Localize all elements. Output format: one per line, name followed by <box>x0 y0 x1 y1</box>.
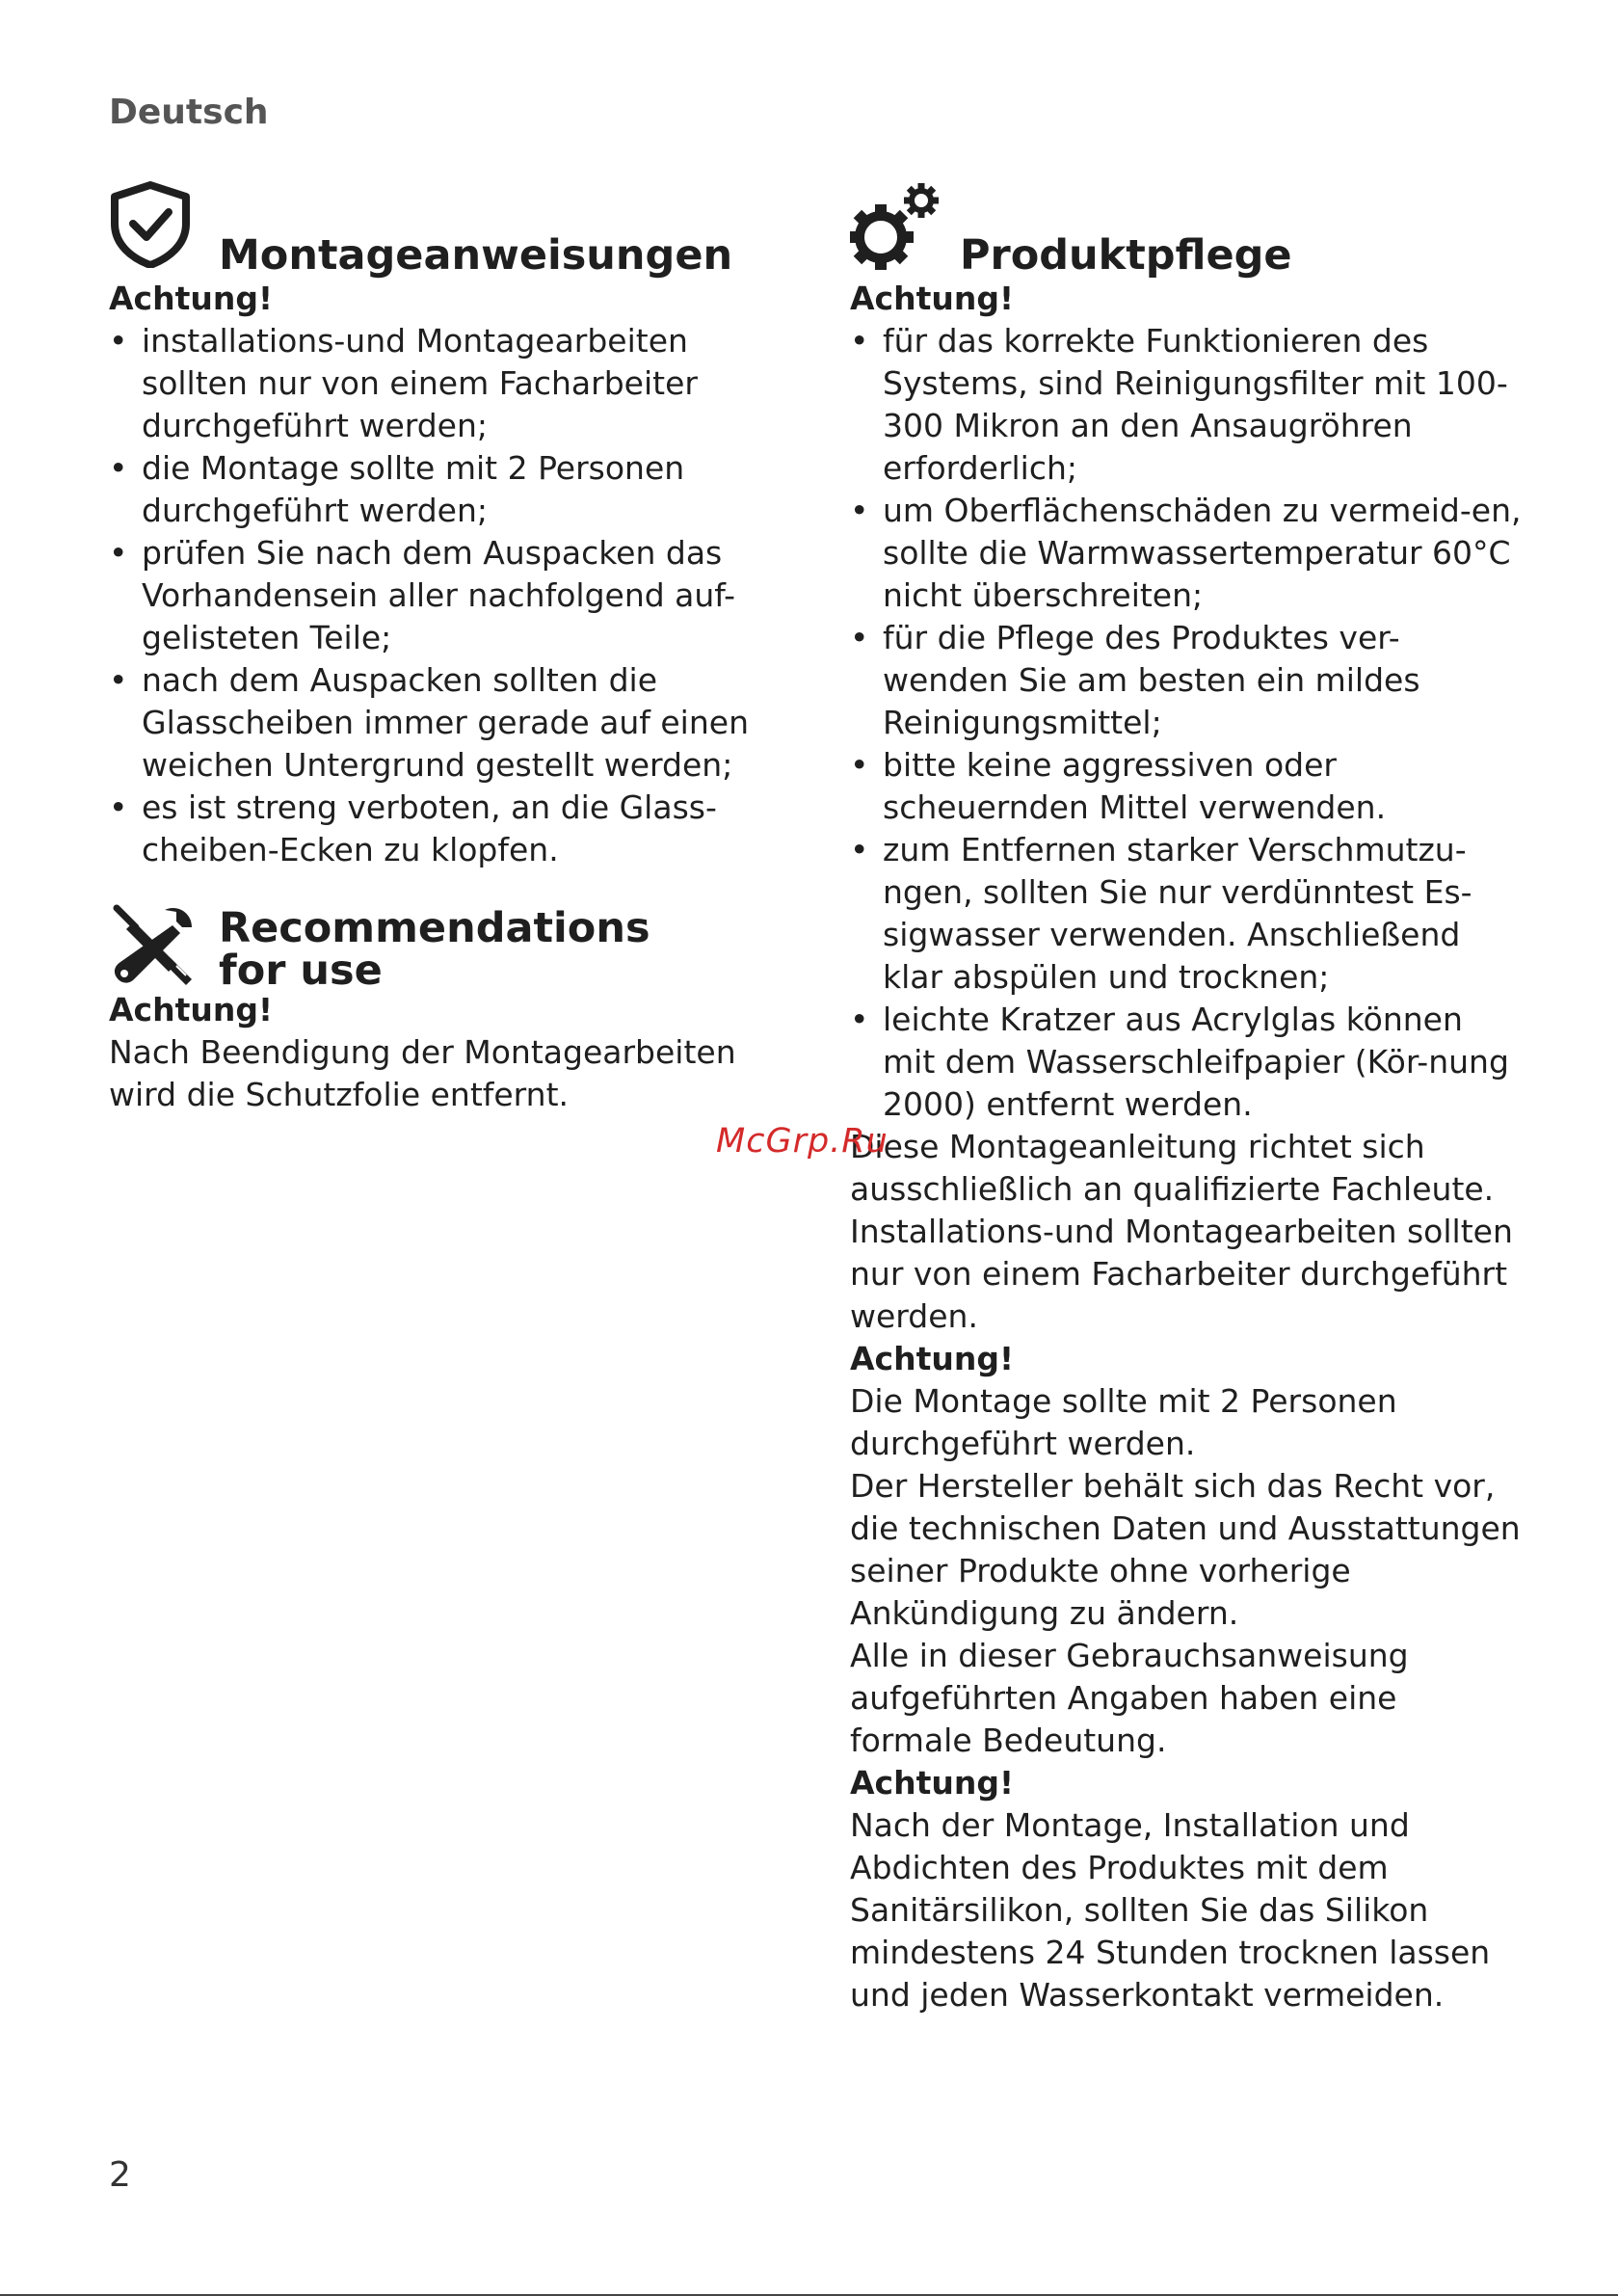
list-item: • um Oberflächenschäden zu vermeid-en, sollte die Warmwassertemperatur 60°C nicht überschreiten; <box>850 490 1525 617</box>
montage-achtung: Achtung! <box>109 280 274 317</box>
recommendations-title-line2: for use <box>219 947 383 996</box>
watermark: McGrp.Ru <box>716 1122 889 1161</box>
list-item: • für die Pflege des Produktes ver-wenden Sie am besten ein mildes Reinigungsmittel; <box>850 617 1525 744</box>
list-item: • prüfen Sie nach dem Auspacken das Vorhandensein aller nachfolgend auf-gelisteten Teile; <box>109 532 783 659</box>
shield-check-icon <box>109 181 192 268</box>
right-column <box>850 181 1525 2016</box>
list-item: • für das korrekte Funktionieren des Systems, sind Reinigungsfilter mit 100-300 Mikron an den Ansaugröhren erforderlich; <box>850 320 1525 490</box>
list-item: • leichte Kratzer aus Acrylglas können mit dem Wasserschleifpapier (Kör-nung 2000) entfernt werden. <box>850 999 1525 1126</box>
recommendations-title <box>219 904 650 996</box>
recommendations-text: Nach Beendigung der Montagearbeiten wird die Schutzfolie entfernt. <box>109 1033 736 1113</box>
list-item: • die Montage sollte mit 2 Personen durchgeführt werden; <box>109 447 783 532</box>
list-item: • installations-und Montagearbeiten sollten nur von einem Facharbeiter durchgeführt werden; <box>109 320 783 447</box>
pflege-title: Produktpflege <box>960 231 1292 280</box>
left-column <box>109 181 783 1116</box>
list-item: • bitte keine aggressiven oder scheuernden Mittel verwenden. <box>850 744 1525 829</box>
pflege-achtung: Achtung! <box>850 280 1015 317</box>
pflege-para-2: Die Montage sollte mit 2 Personen durchgeführt werden. <box>850 1382 1397 1462</box>
pflege-heading <box>850 181 1525 278</box>
pflege-para-1: Diese Montageanleitung richtet sich ausschließlich an qualifizierte Fachleute. Installations-und Montagearbeiten sollten nur von einem Facharbeiter durchgeführt werden. <box>850 1128 1513 1335</box>
language-label: Deutsch <box>109 93 269 132</box>
pflege-para-3: Der Hersteller behält sich das Recht vor, die technischen Daten und Ausstattungen seiner Produkte ohne vorherige Ankündigung zu ändern. <box>850 1467 1521 1632</box>
pflege-achtung-2: Achtung! <box>850 1340 1015 1377</box>
page-number: 2 <box>109 2155 131 2195</box>
recommendations-achtung: Achtung! <box>109 991 274 1028</box>
pflege-para-4: Alle in dieser Gebrauchsanweisung aufgeführten Angaben haben eine formale Bedeutung. <box>850 1637 1409 1759</box>
tools-icon <box>109 900 198 989</box>
list-item: • zum Entfernen starker Verschmutzu-ngen, sollten Sie nur verdünntest Es-sigwasser verwenden. Anschließend klar abspülen und trocknen; <box>850 829 1525 999</box>
montage-title: Montageanweisungen <box>219 231 733 280</box>
recommendations-title-line1: Recommendations <box>219 904 650 953</box>
pflege-achtung-3: Achtung! <box>850 1764 1015 1802</box>
gears-icon <box>850 181 942 272</box>
montage-heading <box>109 181 783 278</box>
list-item: • nach dem Auspacken sollten die Glasscheiben immer gerade auf einen weichen Untergrund gestellt werden; <box>109 659 783 787</box>
pflege-list <box>850 320 1525 1126</box>
pflege-para-5: Nach der Montage, Installation und Abdichten des Produktes mit dem Sanitärsilikon, sollten Sie das Silikon mindestens 24 Stunden trocknen lassen und jeden Wasserkontakt vermeiden. <box>850 1806 1491 2014</box>
list-item: • es ist streng verboten, an die Glass-cheiben-Ecken zu klopfen. <box>109 787 783 871</box>
montage-list <box>109 320 783 871</box>
recommendations-heading <box>109 896 783 996</box>
